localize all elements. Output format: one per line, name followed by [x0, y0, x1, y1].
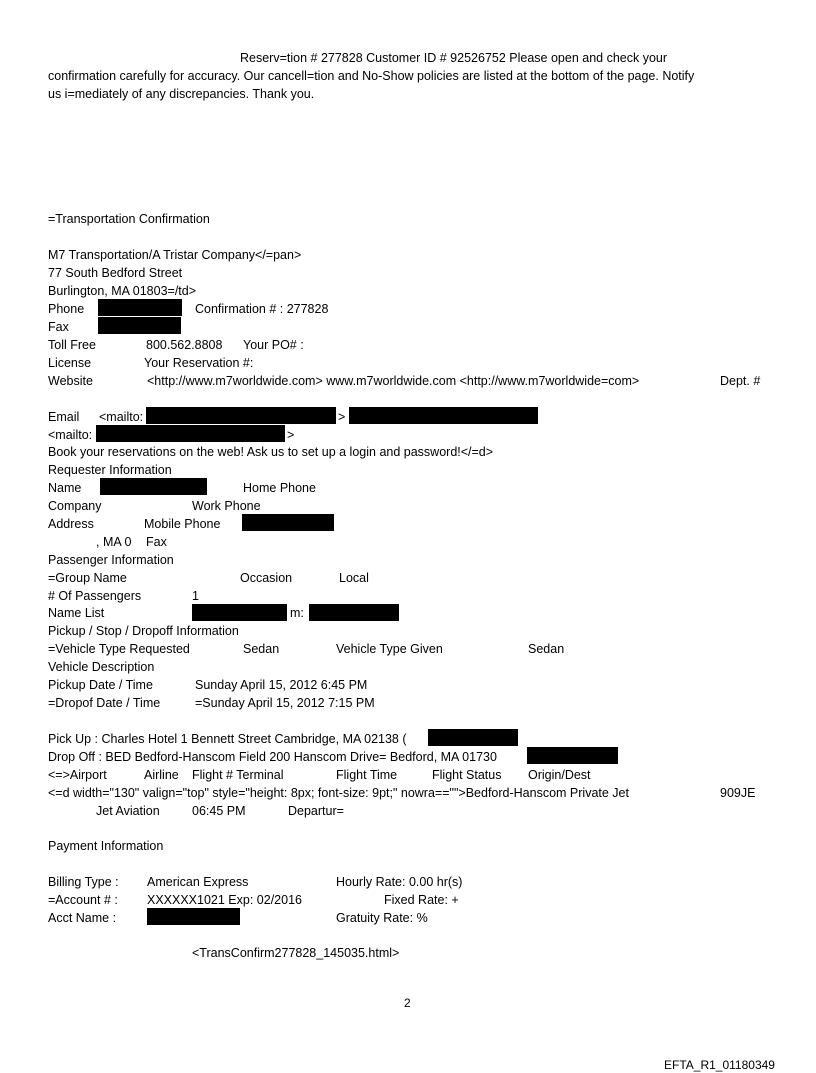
vehicle-requested-label: =Vehicle Type Requested	[48, 642, 190, 656]
mailto-link-2[interactable]: <mailto:	[48, 428, 93, 442]
home-phone-label: Home Phone	[243, 481, 316, 495]
vehicle-description-label: Vehicle Description	[48, 660, 155, 674]
header-line-3: us i=mediately of any discrepancies. Thank you.	[48, 87, 315, 101]
flight-code: 909JE	[720, 786, 756, 800]
license-label: License	[48, 356, 92, 370]
phone-label: Phone	[48, 302, 85, 316]
book-online-note: Book your reservations on the web! Ask us to set up a login and password!</=d>	[48, 445, 494, 459]
redaction-mobile	[309, 604, 399, 621]
requester-fax-label: Fax	[146, 535, 167, 549]
po-label: Your PO# :	[243, 338, 304, 352]
occasion-label: Occasion	[240, 571, 293, 585]
city-state: , MA 0	[96, 535, 132, 549]
redaction-email-1	[146, 407, 336, 424]
account-label: =Account # :	[48, 893, 118, 907]
dropoff-location: Drop Off : BED Bedford-Hanscom Field 200 Hanscom Drive= Bedford, MA 01730	[48, 750, 497, 764]
billing-type-value: American Express	[147, 875, 249, 889]
name-list-label: Name List	[48, 606, 105, 620]
tollfree-value: 800.562.8808	[146, 338, 223, 352]
occasion-value: Local	[339, 571, 369, 585]
flight-status-label: Flight Status	[432, 768, 502, 782]
vehicle-given-value: Sedan	[528, 642, 565, 656]
mailto-close-2: >	[287, 428, 295, 442]
mobile-phone-label: Mobile Phone	[144, 517, 221, 531]
departure-label: Departur=	[288, 804, 344, 818]
m-label: m:	[290, 606, 304, 620]
fax-label: Fax	[48, 320, 69, 334]
redaction-phone	[98, 299, 182, 316]
airline-label: Airline	[144, 768, 179, 782]
company-label: Company	[48, 499, 102, 513]
section-title: =Transportation Confirmation	[48, 212, 210, 226]
redaction-email-2	[349, 407, 538, 424]
dept-label: Dept. #	[720, 374, 761, 388]
dropoff-datetime-label: =Dropof Date / Time	[48, 696, 161, 710]
airport-label: <=>Airport	[48, 768, 107, 782]
mailto-link-1[interactable]: <mailto:	[99, 410, 144, 424]
company-name: M7 Transportation/A Tristar Company</=pan>	[48, 248, 302, 262]
pickup-title: Pickup / Stop / Dropoff Information	[48, 624, 239, 638]
hourly-rate: Hourly Rate: 0.00 hr(s)	[336, 875, 463, 889]
payment-title: Payment Information	[48, 839, 164, 853]
requester-title: Requester Information	[48, 463, 172, 477]
tollfree-label: Toll Free	[48, 338, 96, 352]
redaction-requester-name	[100, 478, 207, 495]
website-link[interactable]: <http://www.m7worldwide.com> www.m7worldwide.com <http://www.m7worldwide=com>	[147, 374, 640, 388]
group-name-label: =Group Name	[48, 571, 127, 585]
flight-time-value: 06:45 PM	[192, 804, 246, 818]
work-phone-label: Work Phone	[192, 499, 261, 513]
flight-terminal-label: Flight # Terminal	[192, 768, 284, 782]
email-label: Email	[48, 410, 80, 424]
redaction-pickup-phone	[428, 729, 518, 746]
redaction-fax	[98, 317, 181, 334]
passenger-count-label: # Of Passengers	[48, 589, 142, 603]
account-value: XXXXXX1021 Exp: 02/2016	[147, 893, 302, 907]
confirmation-number: Confirmation # : 277828	[195, 302, 329, 316]
jet-aviation: Jet Aviation	[96, 804, 160, 818]
redaction-email-3	[96, 425, 285, 442]
redaction-mobile-phone	[242, 514, 334, 531]
passenger-title: Passenger Information	[48, 553, 174, 567]
company-city: Burlington, MA 01803=/td>	[48, 284, 197, 298]
html-fragment-line: <=d width="130" valign="top" style="height: 8px; font-size: 9pt;" nowra=="">Bedford-Hanscom Private Jet	[48, 786, 629, 800]
requester-name-label: Name	[48, 481, 82, 495]
account-name-label: Acct Name :	[48, 911, 117, 925]
gratuity-rate: Gratuity Rate: %	[336, 911, 428, 925]
passenger-count-value: 1	[192, 589, 199, 603]
mailto-close-1: >	[338, 410, 346, 424]
flight-time-label: Flight Time	[336, 768, 398, 782]
redaction-dropoff-phone	[527, 747, 618, 764]
pickup-location: Pick Up : Charles Hotel 1 Bennett Street Cambridge, MA 02138 (	[48, 732, 407, 746]
address-label: Address	[48, 517, 94, 531]
dropoff-datetime-value: =Sunday April 15, 2012 7:15 PM	[195, 696, 375, 710]
origin-dest-label: Origin/Dest	[528, 768, 591, 782]
header-line-1: Reserv=tion # 277828 Customer ID # 92526752 Please open and check your	[240, 51, 668, 65]
redaction-name-list	[192, 604, 287, 621]
pickup-datetime-value: Sunday April 15, 2012 6:45 PM	[195, 678, 368, 692]
reservation-label: Your Reservation #:	[144, 356, 254, 370]
vehicle-requested-value: Sedan	[243, 642, 280, 656]
vehicle-given-label: Vehicle Type Given	[336, 642, 443, 656]
company-street: 77 South Bedford Street	[48, 266, 183, 280]
fixed-rate: Fixed Rate: +	[384, 893, 459, 907]
page-number: 2	[404, 996, 411, 1010]
pickup-datetime-label: Pickup Date / Time	[48, 678, 153, 692]
header-line-2: confirmation carefully for accuracy. Our cancell=tion and No-Show policies are listed at the bottom of the page. Notify	[48, 69, 695, 83]
billing-type-label: Billing Type :	[48, 875, 119, 889]
file-reference: <TransConfirm277828_145035.html>	[192, 946, 400, 960]
redaction-account-name	[147, 908, 240, 925]
website-label: Website	[48, 374, 93, 388]
bates-number: EFTA_R1_01180349	[664, 1058, 775, 1072]
